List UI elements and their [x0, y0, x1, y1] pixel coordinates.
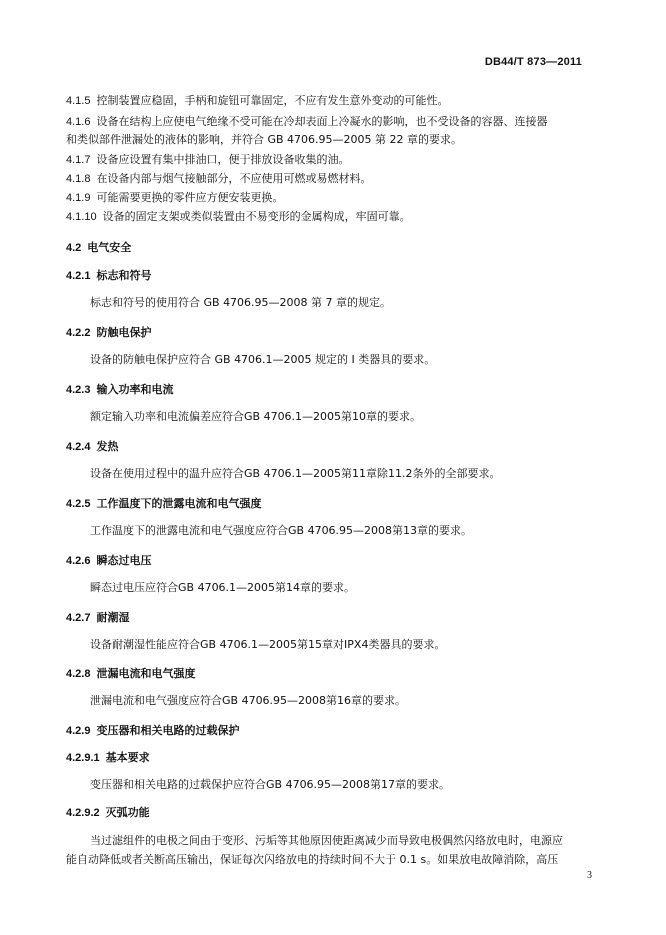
section-number: 4.2.7 — [66, 612, 91, 624]
section-title: 基本要求 — [105, 751, 150, 764]
section-heading-4-2-7 — [66, 611, 129, 625]
section-title: 变压器和相关电路的过载保护 — [96, 724, 240, 737]
section-title: 灭弧功能 — [105, 806, 150, 819]
section-body-4-2-5: 工作温度下的泄露电流和电气强度应符合GB 4706.95—2008第13章的要求。 — [90, 524, 473, 537]
section-title: 标志和符号 — [96, 269, 152, 282]
section-body-4-2-7: 设备耐潮湿性能应符合GB 4706.1—2005第15章对IPX4类器具的要求。 — [90, 638, 446, 651]
section-heading-4-2-5 — [66, 497, 261, 511]
section-number: 4.2.2 — [66, 327, 91, 339]
section-body-4-2-9-2-cont: 能自动降低或者关断高压输出，保证每次闪络放电的持续时间不大于 0.1 s。如果放电故障消除，高压 — [66, 853, 559, 866]
clause-4-1-10 — [66, 210, 411, 224]
clause-4-1-6-cont — [66, 133, 462, 146]
section-body-4-2-9-1: 变压器和相关电路的过载保护应符合GB 4706.95—2008第17章的要求。 — [90, 778, 451, 791]
section-heading-4-2-9-2 — [66, 806, 150, 820]
section-body-4-2-9-2: 当过滤组件的电极之间由于变形、污垢等其他原因使距离减少而导致电极偶然闪络放电时，电源应 — [90, 834, 563, 847]
section-body-4-2-3: 额定输入功率和电流偏差应符合GB 4706.1—2005第10章的要求。 — [90, 410, 422, 423]
clause-text: 设备的固定支架或类似装置由不易变形的金属构成，牢固可靠。 — [102, 210, 411, 223]
standard-code: DB44/T 873—2011 — [484, 56, 582, 68]
section-title: 瞬态过电压 — [96, 554, 152, 567]
section-body-4-2-2: 设备的防触电保护应符合 GB 4706.1—2005 规定的 I 类器具的要求。 — [90, 353, 436, 366]
clause-text: 设备应设置有集中排油口，便于排放设备收集的油。 — [96, 153, 350, 166]
clause-number: 4.1.10 — [66, 211, 97, 223]
section-body-4-2-6: 瞬态过电压应符合GB 4706.1—2005第14章的要求。 — [90, 581, 356, 594]
clause-text: 控制装置应稳固，手柄和旋钮可靠固定，不应有发生意外变动的可能性。 — [96, 94, 449, 107]
section-number: 4.2.9.1 — [66, 752, 100, 764]
section-number: 4.2.1 — [66, 270, 91, 282]
section-body-4-2-4: 设备在使用过程中的温升应符合GB 4706.1—2005第11章除11.2条外的全部要求。 — [90, 467, 501, 480]
section-title: 泄漏电流和电气强度 — [96, 667, 196, 680]
clause-number: 4.1.7 — [66, 154, 91, 166]
section-title: 发热 — [96, 440, 119, 453]
section-title: 工作温度下的泄露电流和电气强度 — [96, 497, 262, 510]
clause-number: 4.1.5 — [66, 95, 91, 107]
clause-4-1-8 — [66, 172, 371, 186]
section-number: 4.2.6 — [66, 555, 91, 567]
section-heading-4-2-8 — [66, 667, 195, 681]
clause-number: 4.1.6 — [66, 116, 91, 128]
clause-number: 4.1.9 — [66, 192, 91, 204]
section-number: 4.2 — [66, 242, 82, 254]
section-number: 4.2.9.2 — [66, 807, 100, 819]
section-heading-4-2-3 — [66, 383, 173, 397]
clause-text: 可能需要更换的零件应方便安装更换。 — [96, 191, 284, 204]
section-number: 4.2.4 — [66, 441, 91, 453]
section-title: 防触电保护 — [96, 326, 152, 339]
section-number: 4.2.8 — [66, 668, 91, 680]
page-number: 3 — [587, 870, 592, 881]
section-heading-4-2-4 — [66, 440, 118, 454]
section-body-4-2-1: 标志和符号的使用符合 GB 4706.95—2008 第 7 章的规定。 — [90, 296, 392, 309]
section-title: 输入功率和电流 — [96, 383, 174, 396]
section-number: 4.2.9 — [66, 725, 91, 737]
section-title: 电气安全 — [87, 241, 132, 254]
section-heading-4-2 — [66, 241, 131, 255]
clause-number: 4.1.8 — [66, 173, 91, 185]
section-number: 4.2.3 — [66, 384, 91, 396]
section-heading-4-2-9 — [66, 724, 239, 738]
section-body-4-2-8: 泄漏电流和电气强度应符合GB 4706.95—2008第16章的要求。 — [90, 694, 407, 707]
clause-text: 和类似部件泄漏处的液体的影响，并符合 GB 4706.95—2005 第 22 章的要求。 — [66, 133, 463, 146]
section-heading-4-2-6 — [66, 554, 151, 568]
clause-4-1-9 — [66, 191, 283, 205]
clause-4-1-7 — [66, 153, 349, 167]
section-number: 4.2.5 — [66, 498, 91, 510]
section-title: 耐潮湿 — [96, 611, 130, 624]
clause-4-1-5 — [66, 94, 448, 108]
clause-text: 在设备内部与烟气接触部分，不应使用可燃或易燃材料。 — [96, 172, 372, 185]
clause-text: 设备在结构上应使电气绝缘不受可能在冷却表面上冷凝水的影响，也不受设备的容器、连接器 — [96, 115, 548, 128]
section-heading-4-2-1 — [66, 269, 151, 283]
clause-4-1-6 — [66, 115, 547, 129]
section-heading-4-2-9-1 — [66, 751, 150, 765]
section-heading-4-2-2 — [66, 326, 151, 340]
